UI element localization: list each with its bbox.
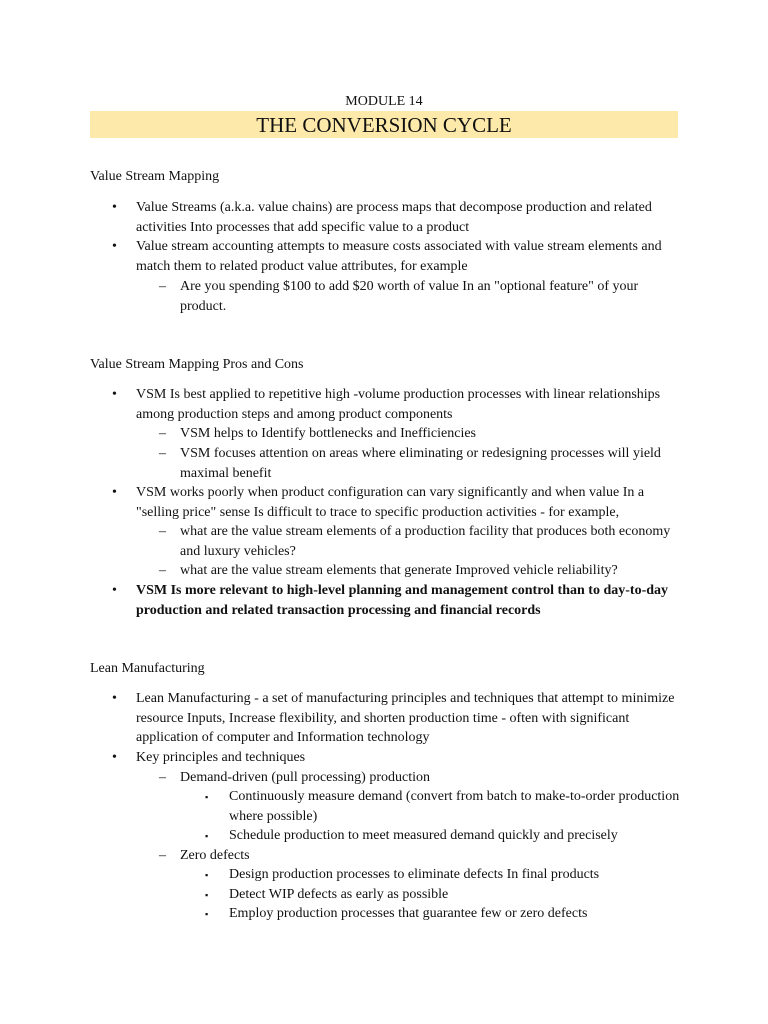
list-item-text: VSM works poorly when product configuration can vary significantly and when value In a "selling price" sense Is difficult to trace to specific production activities - for example, xyxy=(136,485,645,520)
dash-marker: – xyxy=(159,446,166,461)
list-item-text: Zero defects xyxy=(180,848,250,863)
list-item-text: Continuously measure demand (convert from batch to make-to-order production where possible) xyxy=(229,789,680,824)
list-item-emphasis xyxy=(112,581,682,620)
list-item xyxy=(159,846,684,866)
module-label: MODULE 14 xyxy=(345,94,423,109)
page-title: THE CONVERSION CYCLE xyxy=(90,111,678,138)
list-item xyxy=(112,748,682,768)
list-item xyxy=(159,424,684,444)
list-item xyxy=(112,237,682,276)
list-item xyxy=(205,826,685,846)
list-item xyxy=(112,385,682,424)
list-item-text: VSM Is more relevant to high-level planning and management control than to day-to-day production and related transaction processing and financial records xyxy=(136,583,669,618)
list-item-text: Are you spending $100 to add $20 worth of value In an "optional feature" of your product. xyxy=(180,279,639,314)
square-marker: ▪ xyxy=(205,792,209,802)
bullet-marker: • xyxy=(112,750,117,765)
list-item-text: Detect WIP defects as early as possible xyxy=(229,887,449,902)
list-item xyxy=(205,885,685,905)
list-item-text: Employ production processes that guarantee few or zero defects xyxy=(229,906,588,921)
list-item xyxy=(205,787,685,826)
list-item-text: VSM focuses attention on areas where eliminating or redesigning processes will yield maximal benefit xyxy=(180,446,661,481)
section-heading-vsm-pros-cons: Value Stream Mapping Pros and Cons xyxy=(90,357,304,372)
dash-marker: – xyxy=(159,563,166,578)
square-marker: ▪ xyxy=(205,831,209,841)
bullet-marker: • xyxy=(112,387,117,402)
list-item-text: what are the value stream elements that generate Improved vehicle reliability? xyxy=(180,563,618,578)
list-item xyxy=(159,277,684,316)
dash-marker: – xyxy=(159,279,166,294)
list-item xyxy=(112,483,682,522)
bullet-marker: • xyxy=(112,691,117,706)
list-item-text: Demand-driven (pull processing) production xyxy=(180,770,430,785)
dash-marker: – xyxy=(159,524,166,539)
list-item-text: what are the value stream elements of a production facility that produces both economy and luxury vehicles? xyxy=(180,524,671,559)
dash-marker: – xyxy=(159,426,166,441)
list-item xyxy=(205,865,685,885)
list-item xyxy=(159,561,684,581)
list-item xyxy=(159,444,684,483)
list-item xyxy=(205,904,685,924)
bullet-marker: • xyxy=(112,485,117,500)
list-item-text: Schedule production to meet measured demand quickly and precisely xyxy=(229,828,618,843)
bullet-marker: • xyxy=(112,239,117,254)
list-item-text: Value stream accounting attempts to measure costs associated with value stream elements and match them to related product value attributes, for example xyxy=(136,239,662,274)
list-item-text: VSM helps to Identify bottlenecks and Inefficiencies xyxy=(180,426,476,441)
section-heading-lean-manufacturing: Lean Manufacturing xyxy=(90,661,205,676)
list-item-text: Key principles and techniques xyxy=(136,750,306,765)
bullet-marker: • xyxy=(112,583,117,598)
dash-marker: – xyxy=(159,770,166,785)
list-item xyxy=(159,768,684,788)
list-item xyxy=(112,198,682,237)
list-item-text: VSM Is best applied to repetitive high -volume production processes with linear relationships among production steps and among product components xyxy=(136,387,661,422)
square-marker: ▪ xyxy=(205,909,209,919)
list-item-text: Design production processes to eliminate defects In final products xyxy=(229,867,600,882)
square-marker: ▪ xyxy=(205,870,209,880)
bullet-marker: • xyxy=(112,200,117,215)
list-item xyxy=(112,689,682,748)
section-heading-value-stream-mapping: Value Stream Mapping xyxy=(90,169,220,184)
square-marker: ▪ xyxy=(205,890,209,900)
dash-marker: – xyxy=(159,848,166,863)
list-item-text: Value Streams (a.k.a. value chains) are process maps that decompose production and related activities Into processes that add specific value to a product xyxy=(136,200,652,235)
list-item xyxy=(159,522,684,561)
list-item-text: Lean Manufacturing - a set of manufacturing principles and techniques that attempt to minimize resource Inputs, Increase flexibility, and shorten production time - often with significant application of computer and Information technology xyxy=(136,691,675,746)
